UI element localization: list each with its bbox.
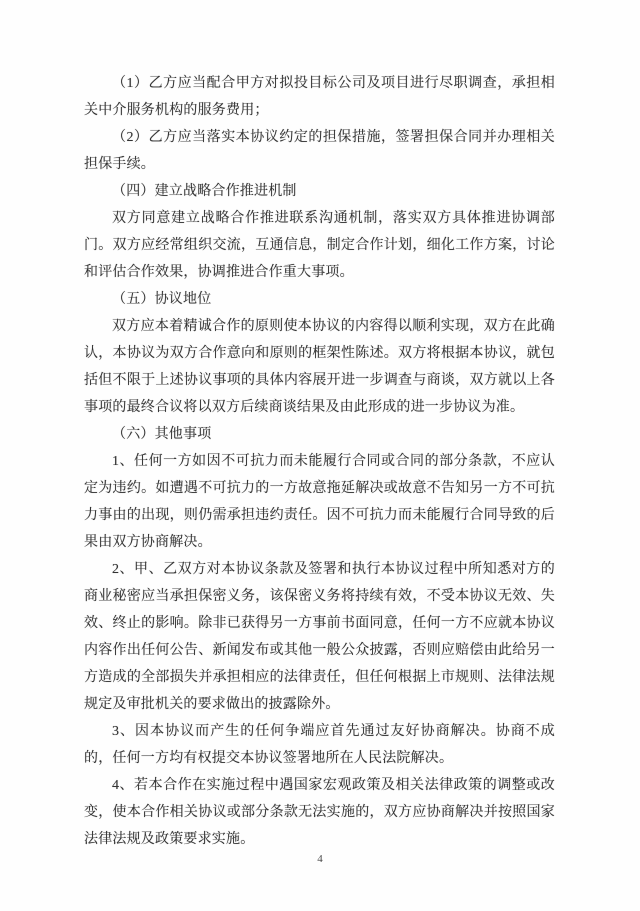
page-number: 4: [317, 853, 323, 865]
paragraph: （2）乙方应当落实本协议约定的担保措施，签署担保合同并办理相关担保手续。: [84, 130, 555, 172]
paragraph: （五）协议地位: [112, 292, 212, 307]
paragraph: （1）乙方应当配合甲方对拟投目标公司及项目进行尽职调查，承担相关中介服务机构的服务费用；: [84, 76, 555, 118]
paragraph: 双方同意建立战略合作推进联系沟通机制，落实双方具体推进协调部门。双方应经常组织交流，互通信息，制定合作计划，细化工作方案，讨论和评估合作效果，协调推进合作重大事项。: [84, 211, 555, 280]
document-body: [84, 70, 555, 853]
paragraph: 4、若本合作在实施过程中遇国家宏观政策及相关法律政策的调整或改变，使本合作相关协议或部分条款无法实施的，双方应协商解决并按照国家法律法规及政策要求实施。: [84, 778, 555, 847]
paragraph: 1、任何一方如因不可抗力而未能履行合同或合同的部分条款，不应认定为违约。如遭遇不可抗力的一方故意拖延解决或故意不告知另一方不可抗力事由的出现，则仍需承担违约责任。因不可抗力而未能履行合同导致的后果由双方协商解决。: [84, 454, 555, 550]
paragraph: 双方应本着精诚合作的原则使本协议的内容得以顺利实现，双方在此确认，本协议为双方合作意向和原则的框架性陈述。双方将根据本协议，就包括但不限于上述协议事项的具体内容展开进一步调查与商谈，双方就以上各事项的最终合议将以双方后续商谈结果及由此形成的进一步协议为准。: [84, 319, 555, 415]
paragraph: （四）建立战略合作推进机制: [112, 184, 297, 199]
paragraph: 2、甲、乙双方对本协议条款及签署和执行本协议过程中所知悉对方的商业秘密应当承担保密义务，该保密义务将持续有效，不受本协议无效、失效、终止的影响。除非已获得另一方事前书面同意，任何一方不应就本协议内容作出任何公告、新闻发布或其他一般公众披露，否则应赔偿由此给另一方造成的全部损失并承担相应的法律责任，但任何根据上市规则、法律法规规定及审批机关的要求做出的披露除外。: [84, 562, 555, 712]
paragraph: 3、因本协议而产生的任何争端应首先通过友好协商解决。协商不成的，任何一方均有权提交本协议签署地所在人民法院解决。: [84, 724, 555, 766]
paragraph: （六）其他事项: [112, 427, 212, 442]
